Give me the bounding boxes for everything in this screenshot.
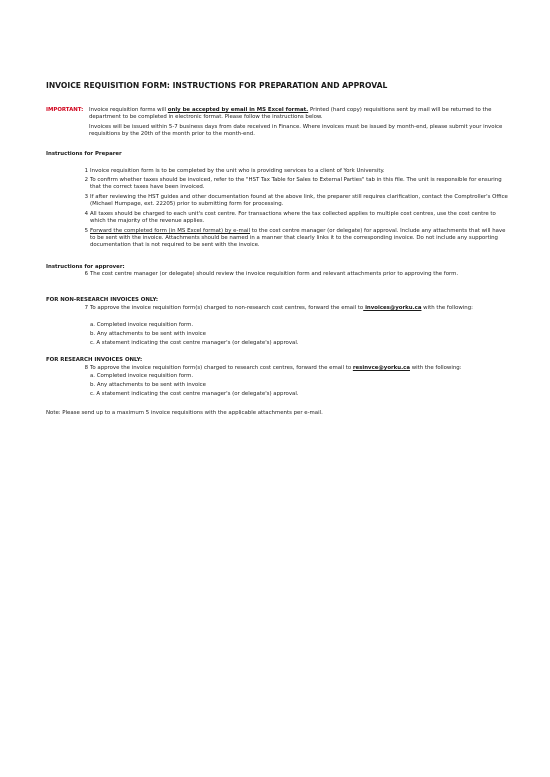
preparer-item-5-rest: to the cost centre manager (or delegate) for approval. Include any attachments that will have (250, 228, 506, 234)
preparer-item-1-number: 1 (84, 168, 88, 174)
preparer-item-2-line1: To confirm whether taxes should be invoiced, refer to the "HST Tax Table for Sales to External Parties" tab in this file. The unit is responsible for ensuring (90, 177, 502, 183)
non-research-text: To approve the invoice requisition form(s) charged to non-research cost centres, forward the email to (90, 305, 364, 311)
preparer-item-2-line2: that the correct taxes have been invoiced. (90, 184, 205, 190)
research-sub-c: c. A statement indicating the cost centre manager's (or delegate's) approval. (90, 391, 299, 397)
approver-item-text: The cost centre manager (or delegate) should review the invoice requisition form and relevant attachments prior to approving the form. (90, 271, 459, 277)
preparer-heading: Instructions for Preparer (46, 151, 122, 157)
preparer-item-4-line2: which the majority of the revenue applies. (90, 218, 205, 224)
resinvce-email-link[interactable]: resinvce@yorku.ca (352, 365, 410, 371)
research-text: To approve the invoice requisition form(s) charged to research cost centres, forward the email to (90, 365, 353, 371)
approver-item-number: 6 (84, 271, 88, 277)
important-p1-text-b: Printed (hard copy) requisitions sent by mail will be returned to the (308, 107, 492, 113)
important-p1-text-a: Invoice requisition forms will (89, 107, 168, 113)
non-research-item-number: 7 (84, 305, 88, 311)
preparer-item-3-line2: (Michael Humpage, ext. 22205) prior to submitting form for processing. (90, 201, 284, 207)
non-research-text-end: with the following: (421, 305, 473, 311)
research-sub-a: a. Completed invoice requisition form. (90, 373, 194, 379)
research-instruction (90, 365, 461, 372)
research-item-number: 8 (84, 365, 88, 371)
preparer-item-5-number: 5 (84, 228, 88, 234)
invoices-email-link[interactable]: invoices@yorku.ca (363, 305, 422, 311)
important-p2-line2: requisitions by the 20th of the month prior to the month-end. (89, 131, 255, 137)
important-label: IMPORTANT: (46, 107, 84, 113)
preparer-item-5-underlined: Forward the completed form (in MS Excel format) by e-mail (90, 228, 250, 234)
preparer-item-4-line1: All taxes should be charged to each unit's cost centre. For transactions where the tax collected applies to multiple cost centres, use the cost centre to (90, 211, 496, 217)
important-p1-emphasis: only be accepted by email in MS Excel format. (167, 107, 309, 113)
preparer-item-1-text: Invoice requisition form is to be completed by the unit who is providing services to a client of York University. (90, 168, 385, 174)
preparer-item-4-number: 4 (84, 211, 88, 217)
non-research-sub-a: a. Completed invoice requisition form. (90, 322, 194, 328)
page-title: INVOICE REQUISITION FORM: INSTRUCTIONS FOR PREPARATION AND APPROVAL (46, 81, 388, 90)
non-research-sub-b: b. Any attachments to be sent with invoice (90, 331, 206, 337)
important-p2-line1: Invoices will be issued within 5-7 business days from date received in Finance. Where invoices must be issued by month-end, please submit your invoice (89, 124, 503, 130)
preparer-item-5-line2: to be sent with the invoice. Attachments should be named in a manner that clearly links it to the corresponding invoice. Do not include any supporting (90, 235, 498, 241)
research-text-end: with the following: (410, 365, 462, 371)
preparer-item-3-number: 3 (84, 194, 88, 200)
approver-heading: Instructions for approver: (46, 264, 125, 270)
preparer-item-3-line1: If after reviewing the HST guides and other documentation found at the above link, the preparer still requires clarification, contact the Comptroller's Office (90, 194, 508, 200)
page-note: Note: Please send up to a maximum 5 invoice requisitions with the applicable attachments per e-mail. (46, 410, 323, 416)
research-sub-b: b. Any attachments to be sent with invoice (90, 382, 206, 388)
preparer-item-2-number: 2 (84, 177, 88, 183)
non-research-sub-c: c. A statement indicating the cost centre manager's (or delegate's) approval. (90, 340, 299, 346)
non-research-heading: FOR NON-RESEARCH INVOICES ONLY: (46, 297, 159, 303)
important-p1-line2: department to be completed in electronic format. Please follow the instructions below. (89, 114, 323, 120)
preparer-item-5-line3: documentation that is not required to be sent with the invoice. (90, 242, 260, 248)
non-research-instruction (90, 305, 473, 312)
research-heading: FOR RESEARCH INVOICES ONLY: (46, 357, 143, 363)
